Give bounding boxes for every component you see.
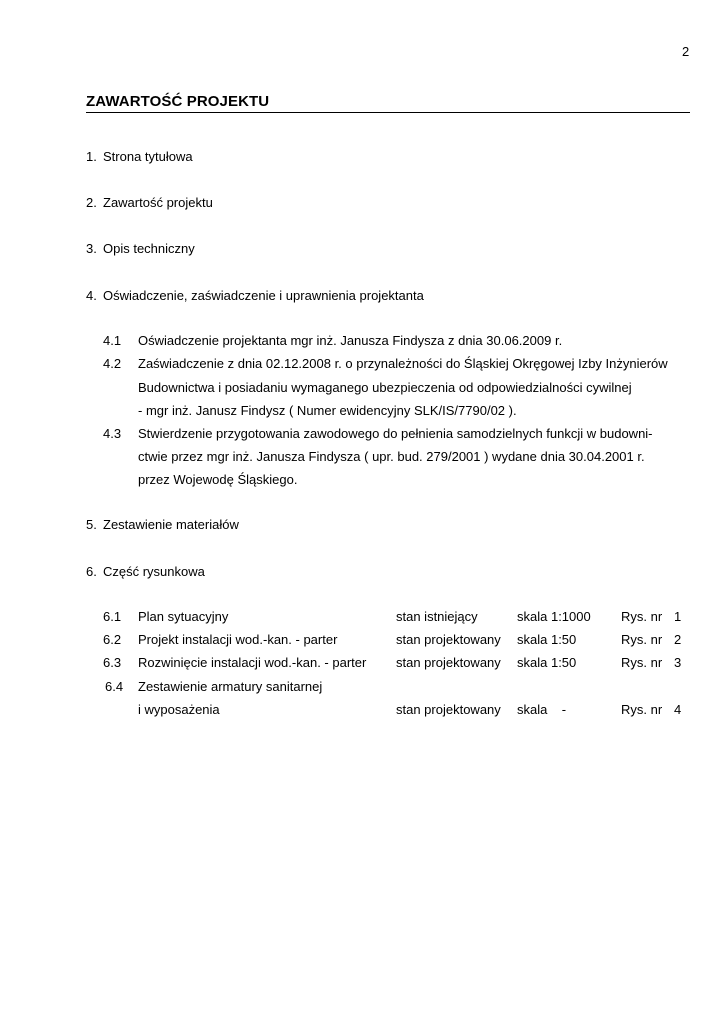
section-label: Opis techniczny bbox=[103, 241, 195, 256]
page-number: 2 bbox=[682, 44, 690, 59]
section-number: 1. bbox=[86, 149, 97, 164]
subsection-line: przez Wojewodę Śląskiego. bbox=[138, 472, 298, 487]
subsection-line: - mgr inż. Janusz Findysz ( Numer ewidencyjny SLK/IS/7790/02 ). bbox=[138, 403, 517, 418]
drawing-name-line2: i wyposażenia bbox=[138, 702, 220, 717]
subsection-line: Zaświadczenie z dnia 02.12.2008 r. o przynależności do Śląskiej Okręgowej Izby Inżynierów bbox=[138, 356, 668, 371]
section-label: Zawartość projektu bbox=[103, 195, 213, 210]
section-label: Część rysunkowa bbox=[103, 564, 205, 579]
section-number: 3. bbox=[86, 241, 97, 256]
title-underline bbox=[86, 112, 690, 113]
section-number: 4. bbox=[86, 288, 97, 303]
section-number: 6. bbox=[86, 564, 97, 579]
section-label: Strona tytułowa bbox=[103, 149, 193, 164]
drawing-name: Rozwinięcie instalacji wod.-kan. - parter bbox=[138, 655, 367, 670]
drawing-name: Zestawienie armatury sanitarnej bbox=[138, 679, 323, 694]
section-number: 5. bbox=[86, 517, 97, 532]
drawing-rys-number: 3 bbox=[674, 655, 682, 670]
drawing-scale: skala 1:50 bbox=[517, 632, 577, 647]
drawing-scale: skala 1:50 bbox=[517, 655, 577, 670]
drawing-scale: skala 1:1000 bbox=[517, 609, 591, 624]
drawing-number: 6.1 bbox=[103, 609, 122, 624]
drawing-state: stan projektowany bbox=[396, 702, 501, 717]
subsection-number: 4.1 bbox=[103, 333, 122, 348]
subsection-line: Stwierdzenie przygotowania zawodowego do pełnienia samodzielnych funkcji w budowni- bbox=[138, 426, 653, 441]
drawing-rys-label: Rys. nr bbox=[621, 702, 663, 717]
drawing-name: Plan sytuacyjny bbox=[138, 609, 229, 624]
subsection-line: Oświadczenie projektanta mgr inż. Janusza Findysza z dnia 30.06.2009 r. bbox=[138, 333, 563, 348]
drawing-rys-label: Rys. nr bbox=[621, 632, 663, 647]
drawing-scale: skala - bbox=[517, 702, 567, 717]
drawing-name: Projekt instalacji wod.-kan. - parter bbox=[138, 632, 338, 647]
drawing-state: stan projektowany bbox=[396, 655, 501, 670]
drawing-rys-number: 1 bbox=[674, 609, 682, 624]
section-number: 2. bbox=[86, 195, 97, 210]
drawing-number: 6.3 bbox=[103, 655, 122, 670]
drawing-rys-label: Rys. nr bbox=[621, 655, 663, 670]
drawing-number: 6.2 bbox=[103, 632, 122, 647]
subsection-line: Budownictwa i posiadaniu wymaganego ubezpieczenia od odpowiedzialności cywilnej bbox=[138, 380, 632, 395]
drawing-rys-number: 2 bbox=[674, 632, 682, 647]
drawing-state: stan projektowany bbox=[396, 632, 501, 647]
section-label: Oświadczenie, zaświadczenie i uprawnienia projektanta bbox=[103, 288, 424, 303]
drawing-rys-number: 4 bbox=[674, 702, 682, 717]
subsection-number: 4.3 bbox=[103, 426, 122, 441]
drawing-rys-label: Rys. nr bbox=[621, 609, 663, 624]
drawing-state: stan istniejący bbox=[396, 609, 478, 624]
drawing-number: 6.4 bbox=[105, 679, 124, 694]
subsection-line: ctwie przez mgr inż. Janusza Findysza ( upr. bud. 279/2001 ) wydane dnia 30.04.2001 r. bbox=[138, 449, 645, 464]
subsection-number: 4.2 bbox=[103, 356, 122, 371]
section-label: Zestawienie materiałów bbox=[103, 517, 239, 532]
page-title: ZAWARTOŚĆ PROJEKTU bbox=[86, 93, 270, 110]
